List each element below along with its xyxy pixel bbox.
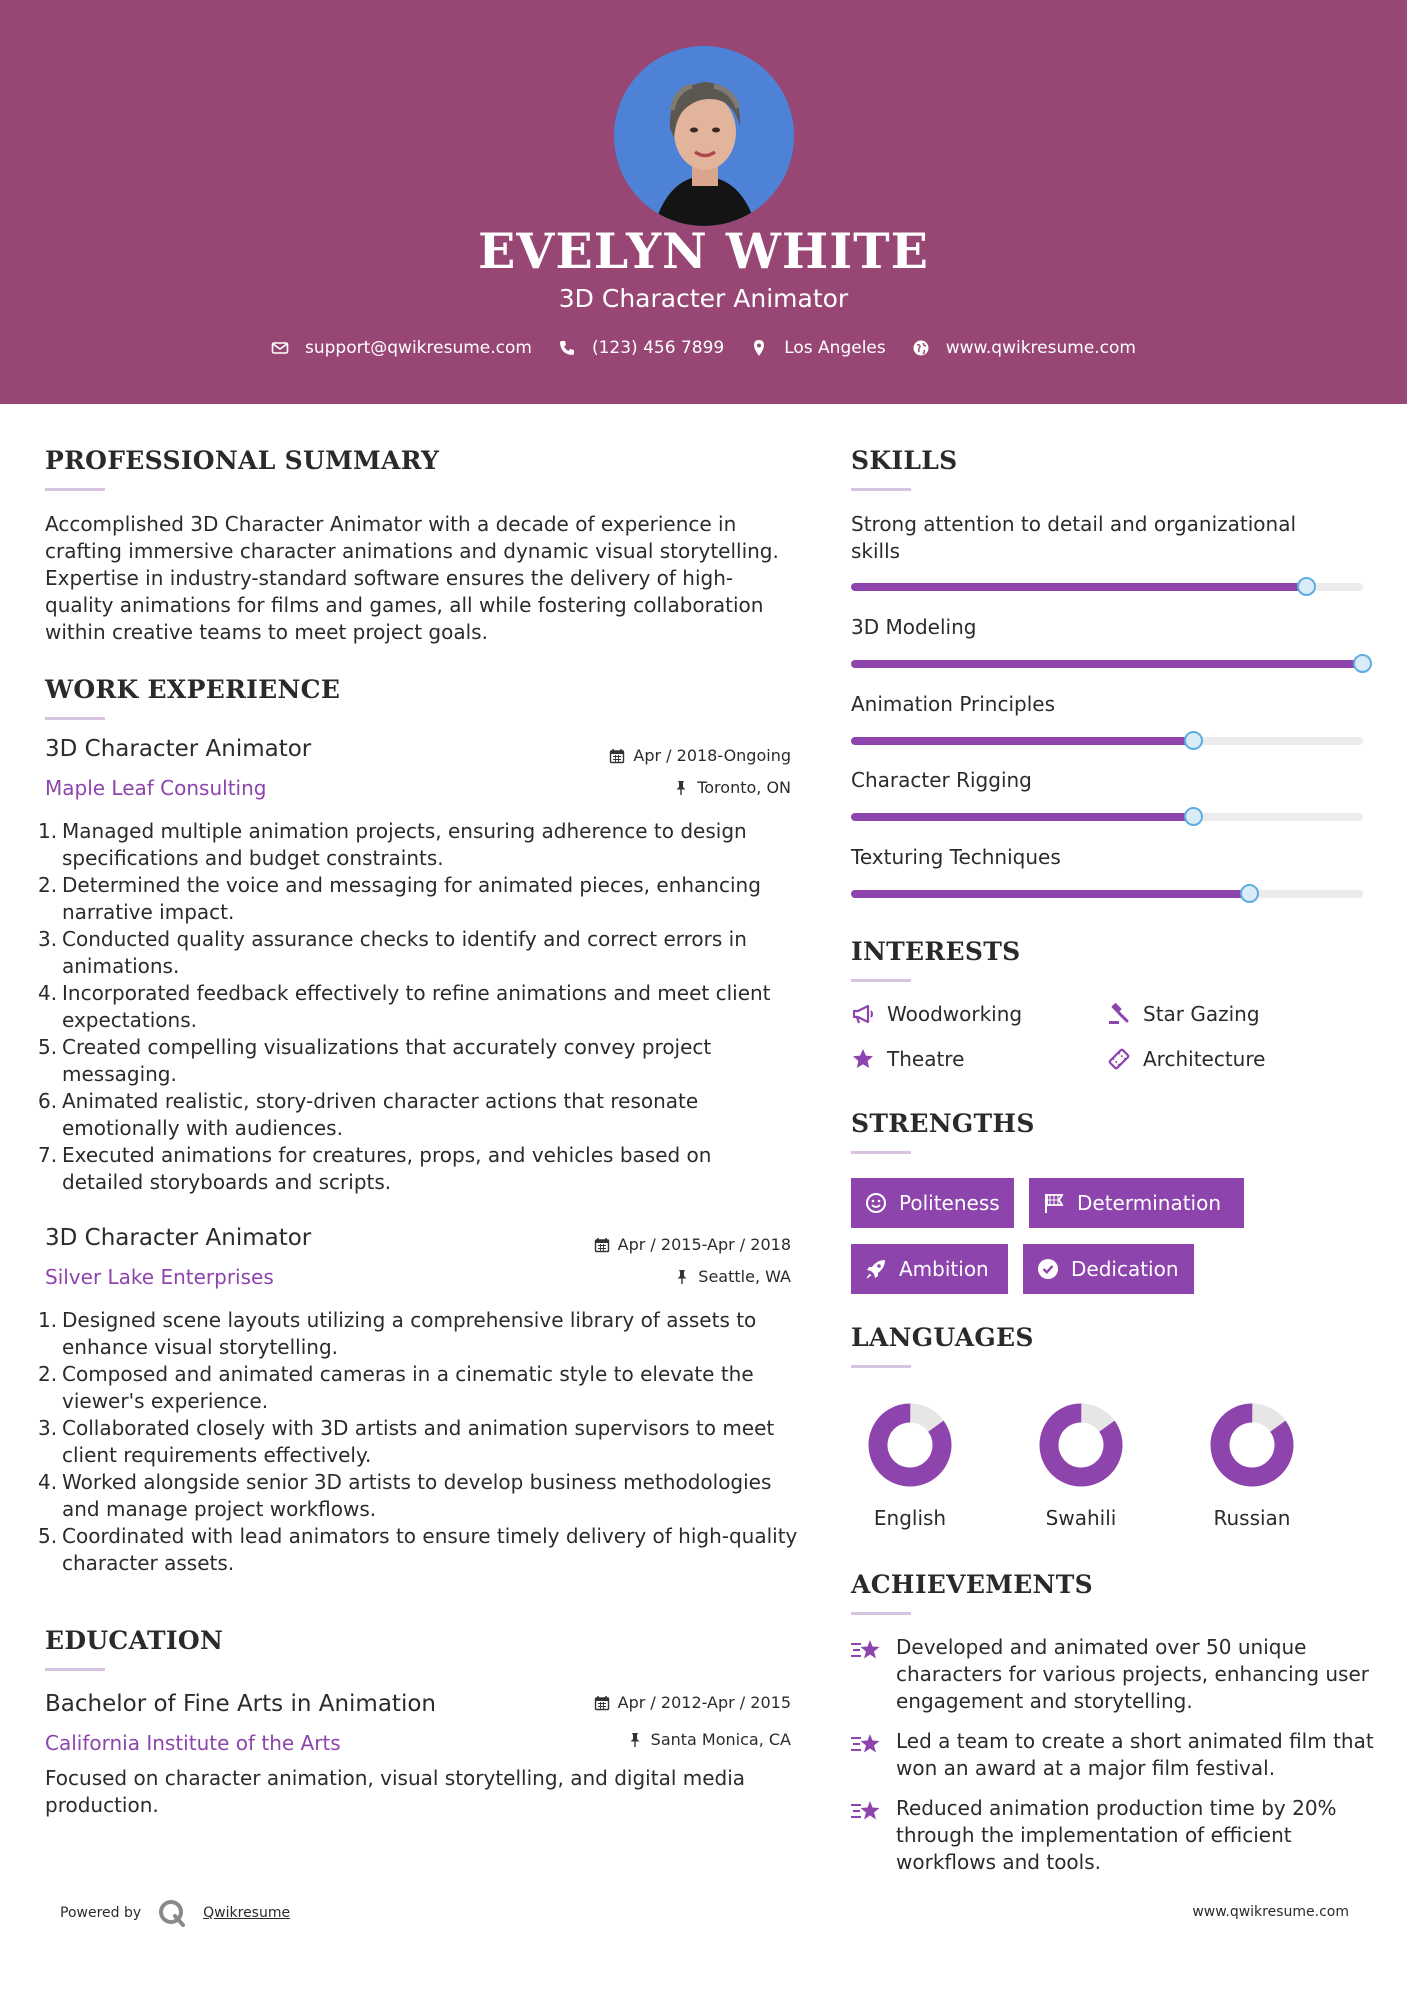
- skill-name: Character Rigging: [851, 768, 1032, 792]
- job-dates: [500, 1235, 791, 1254]
- location-text: Los Angeles: [784, 338, 886, 358]
- skills-divider: [851, 488, 911, 491]
- achievement-text: Led a team to create a short animated film that won an award at a major film festival.: [896, 1729, 1374, 1780]
- job-location: [500, 778, 791, 797]
- job-duties: [38, 818, 798, 1196]
- skill-name: 3D Modeling: [851, 615, 977, 639]
- interest-item: [851, 1047, 964, 1071]
- contact-location: [750, 338, 886, 358]
- language-name: Swahili: [1045, 1506, 1117, 1530]
- qwikresume-link[interactable]: Qwikresume: [203, 1905, 291, 1921]
- check-circle-icon: [1037, 1258, 1059, 1280]
- summary-text: Accomplished 3D Character Animator with a decade of experience in crafting immersive character animations and dynamic visual storytelling. Expertise in industry-standard software ensures the delivery of high-quality animations for films and games, all while fostering collaboration within creative teams to meet project goals.: [45, 512, 779, 644]
- strength-chip: [1029, 1178, 1244, 1228]
- language-name: English: [873, 1506, 947, 1530]
- job-location-text: Toronto, ON: [697, 778, 791, 797]
- candidate-role: 3D Character Animator: [558, 284, 849, 313]
- school-name: California Institute of the Arts: [45, 1731, 341, 1755]
- duty-item: 1. Managed multiple animation projects, ensuring adherence to design specifications and budget constraints.: [38, 819, 747, 870]
- phone-icon: [558, 339, 576, 357]
- strengths-divider: [851, 1151, 911, 1154]
- skill-bar: [851, 890, 1363, 898]
- strength-chip: [1023, 1244, 1194, 1294]
- duty-item: 4. Worked alongside senior 3D artists to develop business methodologies and manage project workflows.: [38, 1470, 772, 1521]
- job-title: 3D Character Animator: [45, 736, 312, 762]
- duty-item: 5. Created compelling visualizations that accurately convey project messaging.: [38, 1035, 712, 1086]
- education-description: Focused on character animation, visual storytelling, and digital media production.: [45, 1766, 746, 1817]
- smile-icon: [865, 1192, 887, 1214]
- skill-bar: [851, 583, 1363, 591]
- contact-website[interactable]: [912, 338, 1136, 358]
- strength-label: Dedication: [1071, 1257, 1179, 1281]
- skill-bar-knob: [1184, 731, 1203, 750]
- pushpin-icon: [674, 1269, 690, 1285]
- resume-header: [0, 0, 1407, 404]
- calendar-icon: [594, 1237, 610, 1253]
- experience-divider: [45, 717, 105, 720]
- achievements-divider: [851, 1612, 911, 1615]
- strength-label: Politeness: [899, 1191, 1000, 1215]
- strength-label: Ambition: [899, 1257, 989, 1281]
- strength-label: Determination: [1077, 1191, 1222, 1215]
- skill-bar-fill: [851, 660, 1363, 668]
- interests-heading: INTERESTS: [851, 937, 1021, 966]
- job-dates: [500, 746, 791, 765]
- skill-bar-knob: [1240, 884, 1259, 903]
- duty-item: 5. Coordinated with lead animators to ensure timely delivery of high-quality character assets.: [38, 1524, 798, 1575]
- shooting-star-icon: [849, 1797, 883, 1827]
- contact-email[interactable]: [271, 338, 532, 358]
- language-name: Russian: [1213, 1506, 1291, 1530]
- duty-item: 3. Collaborated closely with 3D artists and animation supervisors to meet client requirements effectively.: [38, 1416, 775, 1467]
- interest-label: Architecture: [1143, 1047, 1266, 1071]
- summary-divider: [45, 488, 105, 491]
- language-ring: [1039, 1403, 1123, 1487]
- education-dates: [500, 1693, 791, 1712]
- interest-item: [851, 1002, 1022, 1026]
- job-dates-text: Apr / 2018-Ongoing: [633, 746, 791, 765]
- skill-bar-knob: [1184, 807, 1203, 826]
- calendar-icon: [594, 1695, 610, 1711]
- map-marker-icon: [750, 339, 768, 357]
- interest-label: Star Gazing: [1143, 1002, 1260, 1026]
- duty-item: 4. Incorporated feedback effectively to refine animations and meet client expectations.: [38, 981, 771, 1032]
- flag-icon: [1043, 1192, 1065, 1214]
- qwikresume-logo-icon: [157, 1898, 187, 1928]
- interest-item: [1107, 1002, 1260, 1026]
- job-location: [500, 1267, 791, 1286]
- skill-bar-knob: [1297, 577, 1316, 596]
- shooting-star-icon: [849, 1730, 883, 1760]
- education-location: [500, 1730, 791, 1749]
- strength-chip: [851, 1244, 1008, 1294]
- interests-divider: [851, 979, 911, 982]
- skills-heading: SKILLS: [851, 446, 958, 475]
- strength-chip: [851, 1178, 1014, 1228]
- ticket-icon: [1107, 1047, 1131, 1071]
- duty-item: 7. Executed animations for creatures, props, and vehicles based on detailed storyboards and scripts.: [38, 1143, 712, 1194]
- footer-branding: [60, 1898, 290, 1928]
- languages-divider: [851, 1365, 911, 1368]
- achievements-heading: ACHIEVEMENTS: [851, 1570, 1093, 1599]
- email-text: support@qwikresume.com: [305, 338, 532, 358]
- skill-bar-fill: [851, 890, 1250, 898]
- education-dates-text: Apr / 2012-Apr / 2015: [617, 1693, 791, 1712]
- job-location-text: Seattle, WA: [698, 1267, 791, 1286]
- footer-website[interactable]: www.qwikresume.com: [1192, 1904, 1349, 1920]
- education-heading: EDUCATION: [45, 1626, 224, 1655]
- contact-bar: [0, 338, 1407, 358]
- degree-title: Bachelor of Fine Arts in Animation: [45, 1691, 436, 1717]
- interest-item: [1107, 1047, 1265, 1071]
- education-divider: [45, 1668, 105, 1671]
- powered-by-label: Powered by: [60, 1905, 142, 1921]
- shooting-star-icon: [849, 1636, 883, 1666]
- phone-text: (123) 456 7899: [591, 338, 725, 358]
- skill-bar-fill: [851, 737, 1194, 745]
- languages-heading: LANGUAGES: [851, 1323, 1034, 1352]
- candidate-name: EVELYN WHITE: [478, 222, 929, 280]
- job-duties: [38, 1307, 798, 1577]
- job-company: Maple Leaf Consulting: [45, 776, 267, 800]
- education-location-text: Santa Monica, CA: [650, 1730, 791, 1749]
- interest-label: Woodworking: [887, 1002, 1023, 1026]
- duty-item: 2. Composed and animated cameras in a cinematic style to elevate the viewer's experience.: [38, 1362, 754, 1413]
- job-company: Silver Lake Enterprises: [45, 1265, 274, 1289]
- duty-item: 3. Conducted quality assurance checks to identify and correct errors in animations.: [38, 927, 747, 978]
- job-title: 3D Character Animator: [45, 1225, 312, 1251]
- job-dates-text: Apr / 2015-Apr / 2018: [617, 1235, 791, 1254]
- skill-name: Texturing Techniques: [851, 845, 1061, 869]
- bullhorn-icon: [851, 1002, 875, 1026]
- globe-icon: [912, 339, 930, 357]
- summary-heading: PROFESSIONAL SUMMARY: [45, 446, 440, 475]
- interest-label: Theatre: [887, 1047, 965, 1071]
- achievement-text: Developed and animated over 50 unique characters for various projects, enhancing user engagement and storytelling.: [896, 1635, 1370, 1713]
- skill-name: Animation Principles: [851, 692, 1056, 716]
- duty-item: 6. Animated realistic, story-driven character actions that resonate emotionally with audiences.: [38, 1089, 699, 1140]
- skill-bar-fill: [851, 813, 1194, 821]
- website-text: www.qwikresume.com: [945, 338, 1136, 358]
- contact-phone[interactable]: [558, 338, 724, 358]
- star-icon: [851, 1047, 875, 1071]
- duty-item: 1. Designed scene layouts utilizing a comprehensive library of assets to enhance visual storytelling.: [38, 1308, 757, 1359]
- experience-heading: WORK EXPERIENCE: [45, 675, 341, 704]
- envelope-icon: [271, 339, 289, 357]
- skill-name: Strong attention to detail and organizational skills: [851, 512, 1297, 563]
- strengths-heading: STRENGTHS: [851, 1109, 1035, 1138]
- duty-item: 2. Determined the voice and messaging for animated pieces, enhancing narrative impact.: [38, 873, 761, 924]
- profile-photo: [614, 46, 794, 226]
- rocket-icon: [865, 1258, 887, 1280]
- skill-bar-fill: [851, 583, 1307, 591]
- gavel-icon: [1107, 1002, 1131, 1026]
- skill-bar: [851, 813, 1363, 821]
- skill-bar-knob: [1353, 654, 1372, 673]
- pushpin-icon: [673, 780, 689, 796]
- language-ring: [1210, 1403, 1294, 1487]
- achievement-text: Reduced animation production time by 20% through the implementation of efficient workflows and tools.: [896, 1796, 1337, 1874]
- language-ring: [868, 1403, 952, 1487]
- calendar-icon: [609, 748, 625, 764]
- skill-bar: [851, 660, 1363, 668]
- pushpin-icon: [627, 1732, 643, 1748]
- skill-bar: [851, 737, 1363, 745]
